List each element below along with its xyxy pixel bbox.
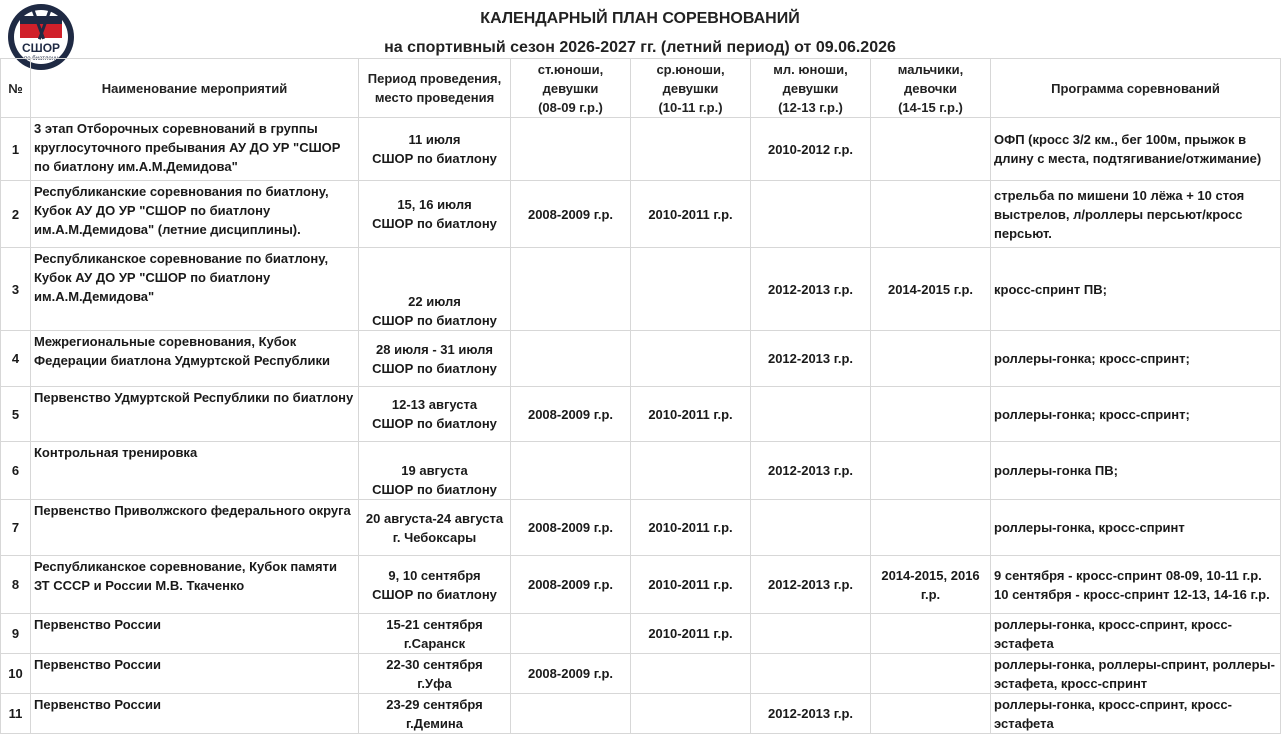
table-row	[1, 654, 1281, 694]
row-period-place: г. Чебоксары	[392, 529, 477, 545]
table-row	[1, 387, 1281, 442]
row-period-date: 19 августа	[401, 463, 468, 478]
row-junior: 2012-2013 г.р.	[751, 248, 871, 331]
competition-table	[0, 58, 1281, 734]
row-program: роллеры-гонка, кросс-спринт, кросс-эстафета	[991, 694, 1281, 734]
header-senior-line: девушки	[542, 80, 599, 96]
row-period-place: СШОР по биатлону	[372, 586, 497, 602]
row-kids	[871, 614, 991, 654]
row-junior	[751, 181, 871, 248]
document-title: КАЛЕНДАРНЫЙ ПЛАН СОРЕВНОВАНИЙ	[480, 10, 800, 27]
row-program: стрельба по мишени 10 лёжа + 10 стоя выстрелов, л/роллеры персьют/кросс персьют.	[991, 181, 1281, 248]
row-name: 3 этап Отборочных соревнований в группы круглосуточного пребывания АУ ДО УР "СШОР по биатлону им.А.М.Демидова"	[31, 118, 359, 181]
row-program: ОФП (кросс 3/2 км., бег 100м, прыжок в длину с места, подтягивание/отжимание)	[991, 118, 1281, 181]
row-period-date: 23-29 сентября	[386, 696, 483, 712]
row-senior	[511, 331, 631, 387]
row-senior	[511, 614, 631, 654]
header-program: Программа соревнований	[991, 59, 1281, 118]
row-kids	[871, 331, 991, 387]
row-junior: 2010-2012 г.р.	[751, 118, 871, 181]
row-period-date: 12-13 августа	[391, 397, 478, 412]
row-period	[359, 500, 511, 556]
header-kids-line: девочки	[904, 80, 957, 96]
row-period	[359, 181, 511, 248]
row-kids	[871, 500, 991, 556]
row-kids: 2014-2015 г.р.	[871, 248, 991, 331]
row-kids	[871, 181, 991, 248]
row-period	[359, 442, 511, 500]
row-middle: 2010-2011 г.р.	[631, 556, 751, 614]
row-period-place: г.Уфа	[417, 675, 452, 691]
row-period-place: СШОР по биатлону	[372, 216, 497, 231]
header-junior	[751, 59, 871, 118]
row-middle	[631, 118, 751, 181]
header-middle-line: ср.юноши,	[656, 61, 725, 77]
row-num: 8	[1, 556, 31, 614]
row-program: роллеры-гонка, роллеры-спринт, роллеры-эстафета, кросс-спринт	[991, 654, 1281, 694]
row-period-date: 15, 16 июля	[397, 197, 472, 212]
row-middle: 2010-2011 г.р.	[631, 387, 751, 442]
table-row	[1, 614, 1281, 654]
row-period-date: 20 августа-24 августа	[365, 510, 504, 526]
row-period-date: 11 июля	[408, 132, 461, 147]
row-program: роллеры-гонка; кросс-спринт;	[991, 387, 1281, 442]
header-kids	[871, 59, 991, 118]
row-junior: 2012-2013 г.р.	[751, 694, 871, 734]
row-period-place: СШОР по биатлону	[372, 416, 497, 431]
row-num: 9	[1, 614, 31, 654]
table-row	[1, 181, 1281, 248]
row-junior	[751, 387, 871, 442]
header-period-line: Период проведения,	[367, 71, 502, 86]
row-period	[359, 387, 511, 442]
row-middle: 2010-2011 г.р.	[631, 500, 751, 556]
row-program: роллеры-гонка, кросс-спринт, кросс-эстафета	[991, 614, 1281, 654]
row-kids	[871, 387, 991, 442]
header-senior	[511, 59, 631, 118]
row-period	[359, 556, 511, 614]
row-name: Республиканское соревнование по биатлону, Кубок АУ ДО УР "СШОР по биатлону им.А.М.Демидова"	[31, 248, 359, 331]
header-period-line: место проведения	[374, 90, 495, 105]
row-period-date: 28 июля - 31 июля	[376, 341, 493, 357]
row-num: 3	[1, 248, 31, 331]
table-header-row	[1, 59, 1281, 118]
document-subtitle: на спортивный сезон 2026-2027 гг. (летний период) от 09.06.2026	[384, 39, 896, 56]
row-junior: 2012-2013 г.р.	[751, 331, 871, 387]
row-senior: 2008-2009 г.р.	[511, 654, 631, 694]
row-period-place: г.Демина	[406, 715, 463, 731]
row-period	[359, 694, 511, 734]
row-num: 11	[1, 694, 31, 734]
row-program: 9 сентября - кросс-спринт 08-09, 10-11 г.р. 10 сентября - кросс-спринт 12-13, 14-16 г.р.	[991, 556, 1281, 614]
row-middle	[631, 331, 751, 387]
logo-text: СШОР	[21, 41, 61, 55]
row-num: 7	[1, 500, 31, 556]
row-middle	[631, 654, 751, 694]
row-program: роллеры-гонка ПВ;	[991, 442, 1281, 500]
table-row	[1, 556, 1281, 614]
header-period	[359, 59, 511, 118]
table-row	[1, 248, 1281, 331]
header-kids-line: (14-15 г.р.)	[898, 99, 963, 115]
row-period	[359, 118, 511, 181]
row-kids	[871, 118, 991, 181]
row-name: Первенство России	[31, 614, 359, 654]
row-junior	[751, 654, 871, 694]
row-num: 6	[1, 442, 31, 500]
row-kids	[871, 694, 991, 734]
row-kids: 2014-2015, 2016 г.р.	[871, 556, 991, 614]
header-middle-line: (10-11 г.р.)	[658, 99, 723, 115]
row-num: 5	[1, 387, 31, 442]
row-name: Первенство России	[31, 654, 359, 694]
row-senior: 2008-2009 г.р.	[511, 387, 631, 442]
row-num: 10	[1, 654, 31, 694]
row-period-date: 22-30 сентября	[386, 656, 483, 672]
row-senior	[511, 694, 631, 734]
row-program: роллеры-гонка, кросс-спринт	[991, 500, 1281, 556]
row-name: Первенство России	[31, 694, 359, 734]
row-name: Первенство Удмуртской Республики по биатлону	[31, 387, 359, 442]
row-senior: 2008-2009 г.р.	[511, 181, 631, 248]
header-senior-line: (08-09 г.р.)	[538, 99, 603, 115]
row-name: Межрегиональные соревнования, Кубок Федерации биатлона Удмуртской Республики	[31, 331, 359, 387]
table-row	[1, 500, 1281, 556]
row-period-place: СШОР по биатлону	[372, 360, 497, 376]
header-junior-line: (12-13 г.р.)	[778, 99, 843, 115]
row-senior	[511, 118, 631, 181]
table-row	[1, 118, 1281, 181]
row-junior: 2012-2013 г.р.	[751, 442, 871, 500]
row-period	[359, 614, 511, 654]
row-period-place: СШОР по биатлону	[372, 482, 497, 497]
row-middle	[631, 694, 751, 734]
row-middle	[631, 442, 751, 500]
header-middle	[631, 59, 751, 118]
header-kids-line: мальчики,	[897, 61, 964, 77]
row-program: роллеры-гонка; кросс-спринт;	[991, 331, 1281, 387]
row-middle: 2010-2011 г.р.	[631, 614, 751, 654]
header-senior-line: ст.юноши,	[537, 61, 604, 77]
row-program: кросс-спринт ПВ;	[991, 248, 1281, 331]
row-junior: 2012-2013 г.р.	[751, 556, 871, 614]
row-period-place: г.Саранск	[403, 635, 466, 651]
row-middle	[631, 248, 751, 331]
row-num: 4	[1, 331, 31, 387]
row-name: Контрольная тренировка	[31, 442, 359, 500]
table-row	[1, 331, 1281, 387]
row-senior	[511, 248, 631, 331]
row-period-place: СШОР по биатлону	[372, 151, 497, 166]
row-kids	[871, 654, 991, 694]
row-junior	[751, 614, 871, 654]
row-junior	[751, 500, 871, 556]
row-period	[359, 331, 511, 387]
header-junior-line: девушки	[782, 80, 839, 96]
row-name: Республиканское соревнование, Кубок памяти ЗТ СССР и России М.В. Ткаченко	[31, 556, 359, 614]
row-name: Республиканские соревнования по биатлону, Кубок АУ ДО УР "СШОР по биатлону им.А.М.Демидова" (летние дисциплины).	[31, 181, 359, 248]
header-name: Наименование мероприятий	[31, 59, 359, 118]
table-row	[1, 442, 1281, 500]
row-middle: 2010-2011 г.р.	[631, 181, 751, 248]
row-kids	[871, 442, 991, 500]
header-num: №	[1, 59, 31, 118]
row-period-date: 15-21 сентября	[386, 616, 483, 632]
row-period-place: СШОР по биатлону	[372, 313, 497, 328]
row-num: 1	[1, 118, 31, 181]
row-num: 2	[1, 181, 31, 248]
logo-subtext: по биатлону	[23, 56, 59, 62]
row-senior: 2008-2009 г.р.	[511, 500, 631, 556]
row-period-date: 9, 10 сентября	[388, 567, 481, 583]
row-period	[359, 248, 511, 331]
row-senior: 2008-2009 г.р.	[511, 556, 631, 614]
row-senior	[511, 442, 631, 500]
header-middle-line: девушки	[662, 80, 719, 96]
row-name: Первенство Приволжского федерального округа	[31, 500, 359, 556]
row-period-date: 22 июля	[408, 294, 461, 309]
table-row	[1, 694, 1281, 734]
row-period	[359, 654, 511, 694]
header-junior-line: мл. юноши,	[773, 61, 848, 77]
